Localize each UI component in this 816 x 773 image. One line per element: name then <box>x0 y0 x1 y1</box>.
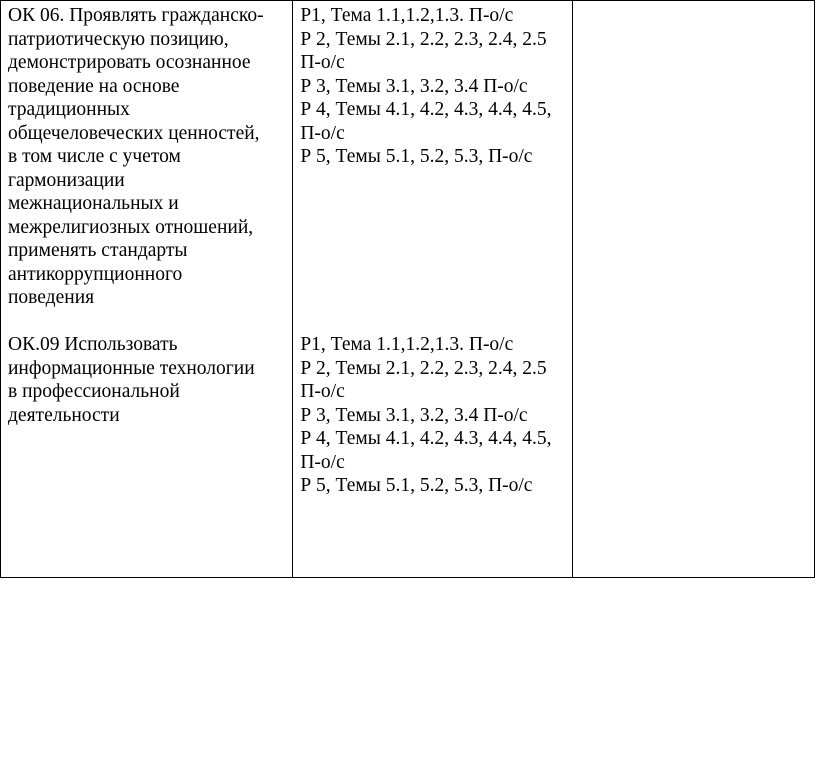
block-spacer <box>300 239 566 263</box>
block-spacer <box>300 169 566 193</box>
text-line: деятельности <box>8 404 120 426</box>
table-row <box>1 1 815 578</box>
topics-ok06 <box>300 4 566 169</box>
text-line: Р 4, Темы 4.1, 4.2, 4.3, 4.4, 4.5, <box>300 428 552 449</box>
competency-cell <box>1 1 293 578</box>
text-line: демонстрировать осознанное <box>8 52 251 73</box>
text-line: Р 3, Темы 3.1, 3.2, 3.4 П-о/с <box>300 404 528 426</box>
text-line: поведение на основе <box>8 75 180 97</box>
text-line: Р1, Тема 1.1,1.2,1.3. П-о/с <box>300 334 514 355</box>
text-line: патриотическую позицию, <box>8 28 229 50</box>
text-line: общечеловеческих ценностей, <box>8 122 260 144</box>
block-spacer <box>8 310 286 334</box>
competency-ok06 <box>8 4 286 310</box>
text-line: Р 3, Темы 3.1, 3.2, 3.4 П-о/с <box>300 75 528 97</box>
text-line: в профессиональной <box>8 381 180 402</box>
text-line: П-о/с <box>300 381 345 402</box>
text-line: Р 5, Темы 5.1, 5.2, 5.3, П-о/с <box>300 146 533 167</box>
text-line: применять стандарты <box>8 240 188 261</box>
block-spacer <box>300 192 566 216</box>
text-line: Р 4, Темы 4.1, 4.2, 4.3, 4.4, 4.5, <box>300 99 552 120</box>
text-line: поведения <box>8 287 95 308</box>
text-line: П-о/с <box>300 451 345 473</box>
notes-cell <box>573 1 815 578</box>
text-line: Р 2, Темы 2.1, 2.2, 2.3, 2.4, 2.5 <box>300 28 547 50</box>
block-spacer <box>300 216 566 240</box>
text-line: традиционных <box>8 99 130 120</box>
text-line: межнациональных и <box>8 193 179 214</box>
text-line: Р1, Тема 1.1,1.2,1.3. П-о/с <box>300 5 514 26</box>
text-line: гармонизации <box>8 169 125 191</box>
text-line: Р 2, Темы 2.1, 2.2, 2.3, 2.4, 2.5 <box>300 357 547 379</box>
text-line: в том числе с учетом <box>8 146 181 167</box>
text-line: антикоррупционного <box>8 263 183 285</box>
text-line: ОК.09 Использовать <box>8 334 178 355</box>
text-line: Р 5, Темы 5.1, 5.2, 5.3, П-о/с <box>300 475 533 496</box>
text-line: информационные технологии <box>8 357 255 379</box>
block-spacer <box>300 286 566 310</box>
text-line: межрелигиозных отношений, <box>8 216 254 238</box>
text-line: П-о/с <box>300 122 345 144</box>
competency-ok09 <box>8 333 286 427</box>
text-line: П-о/с <box>300 52 345 73</box>
block-spacer <box>300 310 566 334</box>
text-line: ОК 06. Проявлять гражданско- <box>8 5 264 26</box>
block-spacer <box>300 263 566 287</box>
topics-ok09 <box>300 333 566 498</box>
topics-cell <box>293 1 573 578</box>
